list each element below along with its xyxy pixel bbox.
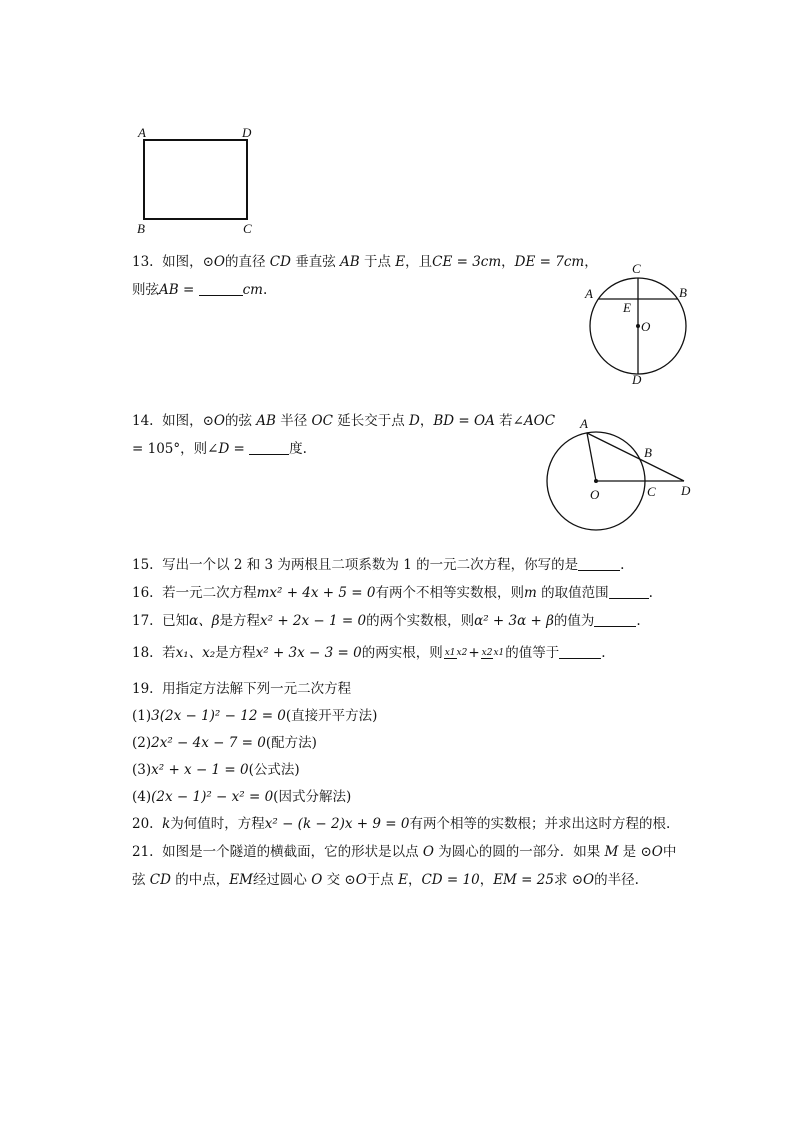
answer-blank-14[interactable]: [249, 440, 289, 455]
label-A: A: [580, 416, 588, 431]
label-A: A: [585, 286, 593, 301]
circle-figure-13: [580, 260, 700, 388]
question-21: 21. 如图是一个隧道的横截面，它的形状是以点 O 为圆心的圆的一部分．如果 M 是 ⊙O中: [132, 844, 677, 860]
question-14: 14. 如图，⊙O的弦 AB 半径 OC 延长交于点 D，BD = OA 若∠AOC: [132, 413, 556, 429]
question-13-line2: 则弦AB = cm.: [132, 282, 268, 298]
question-19-item-2: (2)2x² − 4x − 7 = 0(配方法): [132, 735, 317, 751]
label-A: A: [138, 125, 146, 140]
label-D: D: [632, 372, 642, 387]
fraction-x2-x1: x2x1: [481, 648, 505, 658]
question-19-item-1: (1)3(2x − 1)² − 12 = 0(直接开平方法): [132, 708, 378, 724]
answer-blank-15[interactable]: [578, 556, 620, 571]
answer-blank-17[interactable]: [594, 612, 636, 627]
circle-figure-14: [540, 413, 698, 537]
question-15: 15. 写出一个以 2 和 3 为两根且二项系数为 1 的一元二次方程，你写的是 .: [132, 557, 625, 573]
label-B: B: [137, 221, 145, 236]
answer-blank-18[interactable]: [559, 644, 601, 659]
question-19-item-4: (4)(2x − 1)² − x² = 0(因式分解法): [132, 789, 352, 805]
question-17: 17. 已知α、β是方程x² + 2x − 1 = 0的两个实数根，则α² + 3α + β的值为 .: [132, 613, 641, 629]
label-E: E: [623, 300, 631, 315]
fraction-x1-x2: x1x2: [444, 648, 468, 658]
label-C: C: [243, 221, 252, 236]
answer-blank-13[interactable]: [199, 281, 243, 296]
label-B: B: [644, 445, 652, 460]
square-figure: [130, 124, 260, 236]
label-O: O: [641, 319, 651, 334]
question-21-line2: 弦 CD 的中点，EM经过圆心 O 交 ⊙O于点 E，CD = 10，EM = 25求 ⊙O的半径.: [132, 872, 639, 888]
question-19-item-3: (3)x² + x − 1 = 0(公式法): [132, 762, 300, 778]
question-20: 20. k为何值时，方程x² − (k − 2)x + 9 = 0有两个相等的实数根；并求出这时方程的根.: [132, 816, 671, 832]
question-13: 13. 如图，⊙O的直径 CD 垂直弦 AB 于点 E，且CE = 3cm，DE = 7cm，: [132, 254, 598, 270]
question-19: 19. 用指定方法解下列一元二次方程: [132, 681, 352, 697]
question-16: 16. 若一元二次方程mx² + 4x + 5 = 0有两个不相等实数根，则m 的取值范围 .: [132, 585, 653, 601]
label-B: B: [679, 285, 687, 300]
label-C: C: [632, 261, 641, 276]
label-D: D: [681, 483, 691, 498]
question-14-line2: = 105°，则∠D = 度.: [132, 441, 307, 457]
label-C: C: [647, 484, 656, 499]
question-18: 18. 若x₁、x₂是方程x² + 3x − 3 = 0的两实根，则 x1x2+ x2x1的值等于 .: [132, 645, 606, 661]
label-D: D: [242, 125, 252, 140]
label-O: O: [590, 487, 600, 502]
answer-blank-16[interactable]: [609, 584, 649, 599]
